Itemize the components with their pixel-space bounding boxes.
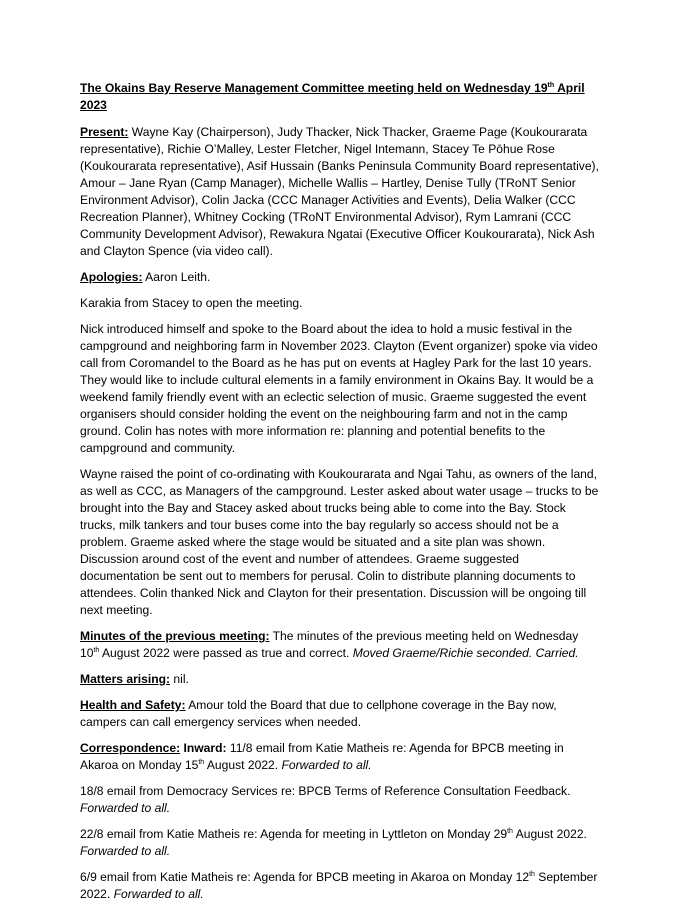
minutes-label: Minutes of the previous meeting: bbox=[80, 629, 270, 643]
matters-paragraph bbox=[80, 671, 600, 688]
minutes-motion: Moved Graeme/Richie seconded. Carried. bbox=[352, 646, 579, 660]
apologies-label: Apologies: bbox=[80, 270, 143, 284]
document-page bbox=[80, 80, 600, 912]
correspondence-paragraph bbox=[80, 740, 600, 774]
present-label: Present: bbox=[80, 125, 129, 139]
corr4-text: 6/9 email from Katie Matheis re: Agenda for BPCB meeting in Akaroa on Monday 12 bbox=[80, 870, 530, 884]
correspondence-superscript: th bbox=[198, 758, 205, 766]
present-paragraph bbox=[80, 124, 600, 260]
corr3-text-cont: August 2022. bbox=[512, 827, 587, 841]
correspondence-item-4 bbox=[80, 869, 600, 903]
minutes-text: The minutes of the previous meeting held on Wednesday 10 bbox=[80, 629, 579, 660]
correspondence-text: 11/8 email from Katie Matheis re: Agenda for BPCB meeting in Akaroa on Monday 15 bbox=[80, 741, 564, 772]
festival-paragraph: Nick introduced himself and spoke to the Board about the idea to hold a music festival in the campground and neighboring farm in November 2023. Clayton (Event organizer) spoke via video call from Coromandel to the Board as he has put on events at Hagley Park for the last 10 years. They would like to include cultural elements in a family environment in Okains Bay. It would be a weekend family friendly event with an eclectic selection of music. Graeme suggested the event organisers should consider holding the event on the neighbouring farm and not in the camp ground. Colin has notes with more information re: planning and potential benefits to the campground and community. bbox=[80, 322, 598, 455]
corr4-superscript: th bbox=[529, 870, 535, 878]
coordination-paragraph: Wayne raised the point of co-ordinating with Koukourarata and Ngai Tahu, as owners of the land, as well as CCC, as Managers of the campground. Lester asked about water usage – trucks to be brought into the Bay and Stacey asked about trucks being able to come into the Bay. Stock trucks, milk tankers and tour buses come into the bay regularly so access should not be a problem. Graeme asked where the stage would be situated and a site plan was shown. Discussion around cost of the event and number of attendees. Graeme suggested documentation be sent out to members for perusal. Colin to distribute planning documents to attendees. Colin thanked Nick and Clayton for their presentation. Discussion will be ongoing till next meeting. bbox=[80, 467, 599, 617]
matters-text: nil. bbox=[170, 672, 189, 686]
minutes-superscript: th bbox=[93, 646, 100, 654]
present-text: Wayne Kay (Chairperson), Judy Thacker, Nick Thacker, Graeme Page (Koukourarata representative), Richie O’Malley, Lester Fletcher, Nigel Intemann, Stacey Te Pōhue Rose (Koukourarata representative), Asif Hussain (Banks Peninsula Community Board representative), Amour – Jane Ryan (Camp Manager), Michelle Wallis – Hartley, Denise Tully (TRoNT Senior Environment Advisor), Colin Jacka (CCC Manager Activities and Events), Delia Walker (CCC Recreation Planner), Whitney Cocking (TRoNT Environmental Advisor), Rym Lamrani (CCC Community Development Advisor), Rewakura Ngatai (Executive Officer Koukourarata), Nick Ash and Clayton Spence (via video call). bbox=[80, 125, 599, 258]
title-superscript: th bbox=[547, 81, 555, 89]
minutes-paragraph bbox=[80, 628, 600, 662]
inward-label: Inward: bbox=[180, 741, 227, 755]
meeting-title bbox=[80, 80, 600, 114]
corr2-action: Forwarded to all. bbox=[80, 801, 171, 815]
health-label: Health and Safety: bbox=[80, 698, 186, 712]
correspondence-item-3 bbox=[80, 826, 600, 860]
corr3-superscript: th bbox=[507, 827, 513, 835]
corr2-text: 18/8 email from Democracy Services re: BPCB Terms of Reference Consultation Feedback. bbox=[80, 784, 571, 798]
corr3-text: 22/8 email from Katie Matheis re: Agenda for meeting in Lyttleton on Monday 29 bbox=[80, 827, 508, 841]
corr4-action: Forwarded to all. bbox=[113, 887, 204, 901]
corr3-action: Forwarded to all. bbox=[80, 844, 171, 858]
karakia-paragraph: Karakia from Stacey to open the meeting. bbox=[80, 296, 303, 310]
apologies-text: Aaron Leith. bbox=[142, 270, 211, 284]
health-paragraph bbox=[80, 697, 600, 731]
apologies-paragraph bbox=[80, 269, 600, 286]
matters-label: Matters arising: bbox=[80, 672, 171, 686]
correspondence-label: Correspondence: bbox=[80, 741, 181, 755]
health-text: Amour told the Board that due to cellphone coverage in the Bay now, campers can call emergency services when needed. bbox=[80, 698, 557, 729]
correspondence-text-cont: August 2022. bbox=[204, 758, 282, 772]
minutes-text-cont: August 2022 were passed as true and correct. bbox=[99, 646, 353, 660]
corr4-text-cont: September 2022. bbox=[80, 870, 598, 901]
correspondence-item-2 bbox=[80, 783, 600, 817]
title-text: The Okains Bay Reserve Management Committee meeting held on Wednesday 19 bbox=[80, 81, 548, 95]
correspondence-action: Forwarded to all. bbox=[281, 758, 372, 772]
title-text-end: April 2023 bbox=[80, 81, 585, 112]
